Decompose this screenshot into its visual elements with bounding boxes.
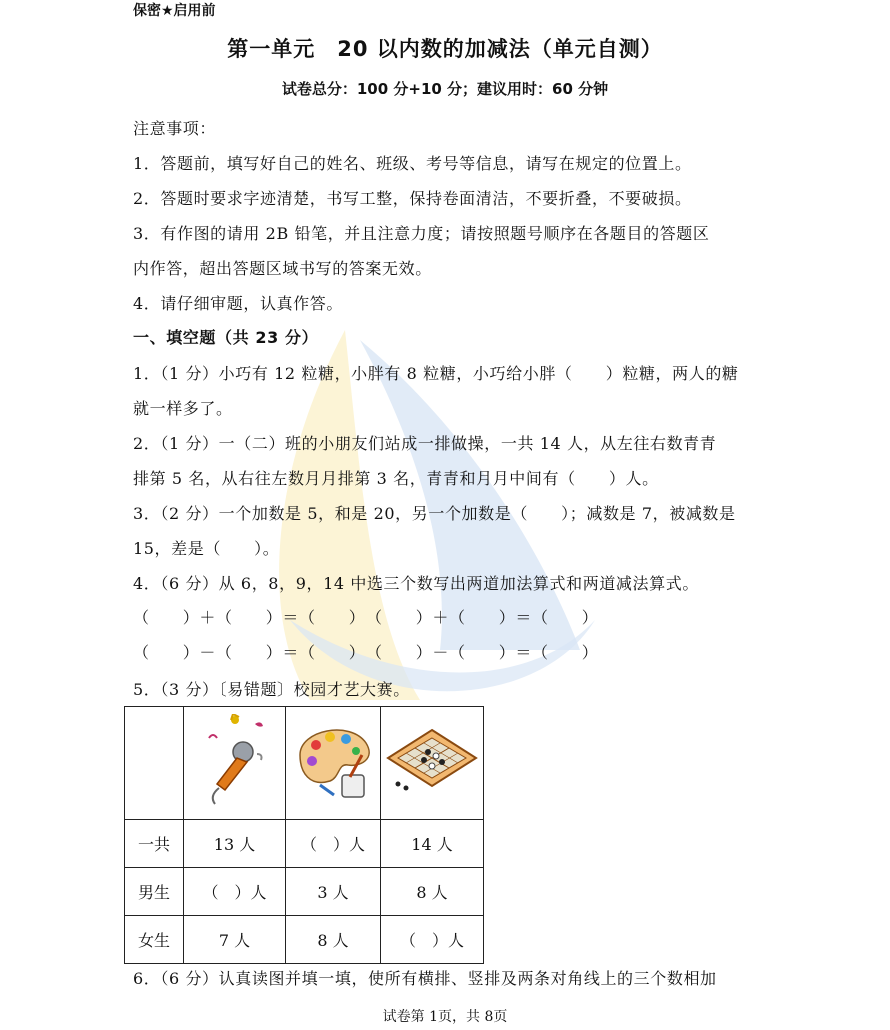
palette-image-cell xyxy=(286,707,381,820)
table-row xyxy=(125,916,484,964)
table-cell: 3 人 xyxy=(286,868,381,916)
table-row xyxy=(125,820,484,868)
table-image-row xyxy=(125,707,484,820)
section-heading: 一、填空题（共 23 分） xyxy=(133,328,319,347)
question-line: 5．（3 分）〔易错题〕校园才艺大赛。 xyxy=(133,680,410,699)
microphone-image-cell xyxy=(184,707,286,820)
question-line: 15，差是（ ）。 xyxy=(133,539,280,558)
question-line: 6．（6 分）认真读图并填一填，使所有横排、竖排及两条对角线上的三个数相加 xyxy=(133,969,717,988)
table-corner-cell xyxy=(125,707,184,820)
table-cell: （ ）人 xyxy=(381,916,484,964)
secret-label: 保密★启用前 xyxy=(133,3,216,19)
note-item: 3．有作图的请用 2B 铅笔，并且注意力度；请按照题号顺序在各题目的答题区 xyxy=(133,224,710,243)
question-line: 排第 5 名，从右往左数月月排第 3 名，青青和月月中间有（ ）人。 xyxy=(133,469,659,488)
table-cell: 8 人 xyxy=(381,868,484,916)
row-label: 一共 xyxy=(125,820,184,868)
question-line: 3．（2 分）一个加数是 5，和是 20，另一个加数是（ ）；减数是 7，被减数是 xyxy=(133,504,736,523)
table-cell: 7 人 xyxy=(184,916,286,964)
page-footer: 试卷第 1页，共 8页 xyxy=(382,1009,508,1025)
chessboard-image-cell xyxy=(381,707,484,820)
notes-heading: 注意事项： xyxy=(133,119,217,138)
note-item: 2．答题时要求字迹清楚，书写工整，保持卷面清洁，不要折叠，不要破损。 xyxy=(133,189,692,208)
talent-contest-table xyxy=(124,706,484,964)
table-cell: （ ）人 xyxy=(184,868,286,916)
table-row xyxy=(125,868,484,916)
palette-icon xyxy=(290,715,376,807)
exam-title: 第一单元 20 以内数的加减法（单元自测） xyxy=(227,37,663,61)
question-line: 就一样多了。 xyxy=(133,399,233,418)
note-item: 4．请仔细审题，认真作答。 xyxy=(133,294,343,313)
note-item: 内作答，超出答题区域书写的答案无效。 xyxy=(133,259,432,278)
chessboard-icon xyxy=(384,726,480,796)
table-cell: （ ）人 xyxy=(286,820,381,868)
exam-subtitle: 试卷总分：100 分+10 分；建议用时：60 分钟 xyxy=(281,80,609,98)
equation-line: （ ）＋（ ）＝（ ） （ ）＋（ ）＝（ ） xyxy=(133,608,599,627)
microphone-icon xyxy=(195,714,275,809)
question-line: 4．（6 分）从 6，8，9，14 中选三个数写出两道加法算式和两道减法算式。 xyxy=(133,574,699,593)
table-cell: 13 人 xyxy=(184,820,286,868)
question-line: 2．（1 分）一（二）班的小朋友们站成一排做操，一共 14 人，从左往右数青青 xyxy=(133,434,717,453)
table-cell: 8 人 xyxy=(286,916,381,964)
row-label: 男生 xyxy=(125,868,184,916)
equation-line: （ ）－（ ）＝（ ） （ ）－（ ）＝（ ） xyxy=(133,643,599,662)
question-line: 1．（1 分）小巧有 12 粒糖，小胖有 8 粒糖，小巧给小胖（ ）粒糖，两人的糖 xyxy=(133,364,739,383)
note-item: 1．答题前，填写好自己的姓名、班级、考号等信息，请写在规定的位置上。 xyxy=(133,154,692,173)
row-label: 女生 xyxy=(125,916,184,964)
table-cell: 14 人 xyxy=(381,820,484,868)
